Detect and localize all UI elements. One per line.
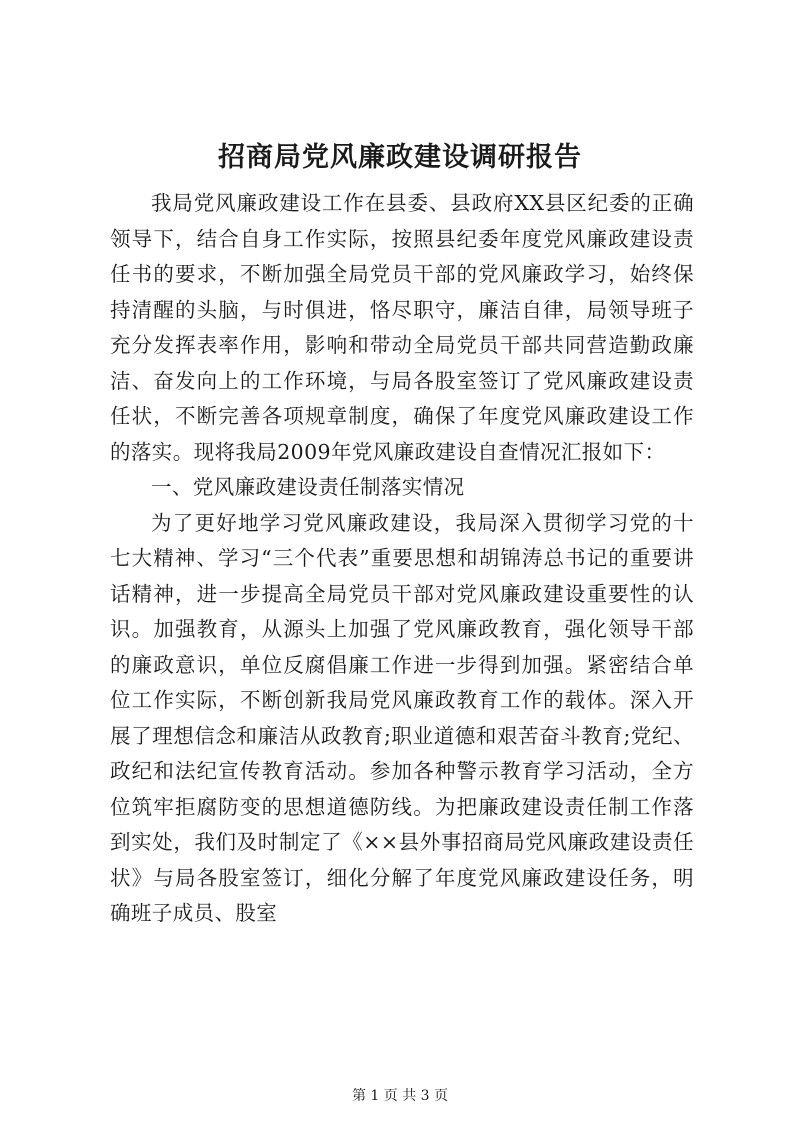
- page-footer: 第 1 页 共 3 页: [351, 1088, 449, 1104]
- intro-paragraph: 我局党风廉政建设工作在县委、县政府XX县区纪委的正确领导下，结合自身工作实际，按照县纪委年度党风廉政建设责任书的要求，不断加强全局党员干部的党风廉政学习，始终保持清醒的头脑，与时俱进，恪尽职守，廉洁自律，局领导班子充分发挥表率作用，影响和带动全局党员干部共同营造勤政廉洁、奋发向上的工作环境，与局各股室签订了党风廉政建设责任状，不断完善各项规章制度，确保了年度党风廉政建设工作的落实。现将我局2009年党风廉政建设自查情况汇报如下：: [110, 191, 694, 464]
- section-paragraph: 为了更好地学习党风廉政建设，我局深入贯彻学习党的十七大精神、学习“三个代表”重要思想和胡锦涛总书记的重要讲话精神，进一步提高全局党员干部对党风廉政建设重要性的认识。加强教育，从源头上加强了党风廉政教育，强化领导干部的廉政意识，单位反腐倡廉工作进一步得到加强。紧密结合单位工作实际，不断创新我局党风廉政教育工作的载体。深入开展了理想信念和廉洁从政教育;职业道德和艰苦奋斗教育;党纪、政纪和法纪宣传教育活动。参加各种警示教育学习活动，全方位筑牢拒腐防变的思想道德防线。为把廉政建设责任制工作落到实处，我们及时制定了《××县外事招商局党风廉政建设责任状》与局各股室签订，细化分解了年度党风廉政建设任务，明确班子成员、股室: [110, 510, 694, 925]
- document-title: 招商局党风廉政建设调研报告: [218, 142, 582, 173]
- section-heading: 一、党风廉政建设责任制落实情况: [151, 475, 465, 499]
- document-body: [110, 186, 694, 932]
